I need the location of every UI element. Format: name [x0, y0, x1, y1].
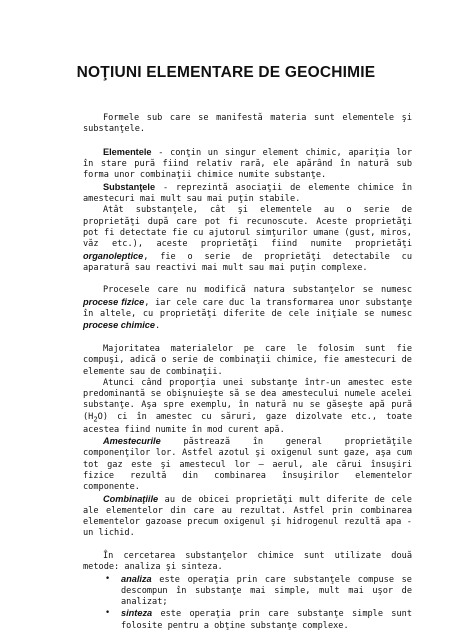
- paragraph-text: În cercetarea substanţelor chimice sunt utilizate două metode: analiza şi sinteza.: [83, 551, 412, 573]
- paragraph-text: , iar cele care duc la transformarea unor substanţe în altele, cu proprietăţi diferite de cele iniţiale se numesc: [83, 297, 412, 320]
- paragraph-text: .: [155, 321, 161, 332]
- paragraph-text: Procesele care nu modifică natura substanţelor se numesc: [103, 285, 412, 296]
- paragraph-substances: [83, 182, 412, 206]
- term-elementele: Elementele: [103, 146, 152, 157]
- term-sinteza: sinteza: [121, 608, 153, 619]
- paragraph-forms: [83, 113, 412, 136]
- methods-list: [83, 574, 412, 632]
- paragraph-processes: [83, 285, 412, 332]
- term-procese-chimice: procese chimice: [83, 320, 156, 331]
- paragraph-text: păstrează în general proprietăţile componenţilor lor. Astfel azotul şi oxigenul sunt gaze, aşa cum tot gaz este şi amestecul lor – aerul, ale cărui însuşiri fizice rezultă din combinarea însuşirilor elementelor componente.: [83, 437, 412, 493]
- paragraph-text: Atunci când proporţia unei substanţe într-un amestec este predominantă se obişnuieşte să se dea amestecului numele acelei substanţe. Aşa spre exemplu, în natură nu se găseşte apă pură (H: [83, 377, 412, 422]
- term-analiza: analiza: [121, 573, 152, 584]
- list-item-text: este operaţia prin care substanţele compuse se descompun în substanţe mai simple, mult mai uşor de analizat;: [121, 574, 412, 608]
- term-organoleptice: organoleptice: [83, 250, 144, 261]
- paragraph-mixtures: [83, 436, 412, 493]
- term-substantele: Substanţele: [103, 181, 156, 192]
- term-combinatiile: Combinaţiile: [103, 493, 159, 504]
- paragraph-text: au de obicei proprietăţi mult diferite de cele ale elementelor din care au rezultat. Astfel prin combinarea elementelor gazoase precum oxigenul şi hidrogenul rezultă apa - un lichid.: [83, 494, 412, 539]
- subscript-2: 2: [93, 414, 98, 424]
- paragraph-text: - reprezintă asociaţii de elemente chimice în amestecuri mai mult sau mai puţin stabile.: [83, 182, 412, 205]
- page-title: NOŢIUNI ELEMENTARE DE GEOCHIMIE: [76, 64, 376, 81]
- paragraph-materials: [83, 344, 412, 378]
- list-item-text: este operaţia prin care substanţe simple sunt folosite pentru a obţine substanţe complexe.: [121, 609, 412, 631]
- paragraph-elements: [83, 147, 412, 182]
- bullet-icon: •: [105, 573, 111, 584]
- paragraph-methods: [83, 551, 412, 574]
- term-amestecurile: Amestecurile: [103, 436, 161, 447]
- paragraph-combinations: [83, 494, 412, 540]
- paragraph-text: Atât substanţele, cât şi elementele au o serie de proprietăţi după care pot fi recunoscute. Aceste proprietăţi pot fi detectate fie cu ajutorul simţurilor umane (gust, miros, văz etc.), aceste proprietăţi fiind numite proprietăţi: [83, 205, 412, 250]
- bullet-icon: •: [105, 608, 111, 619]
- paragraph-properties: [83, 205, 412, 274]
- paragraph-text: , fie o serie de proprietăţi detectabile cu aparatură sau reactivi mai mult sau mai puţin complexe.: [83, 251, 412, 273]
- paragraph-text: O) ci în amestec cu săruri, gaze dizolvate etc., toate acestea fiind numite în mod curent apă.: [83, 411, 412, 435]
- paragraph-proportion: [83, 378, 412, 436]
- paragraph-text: Majoritatea materialelor pe care le folosim sunt fie compuşi, adică o serie de combinaţii chimice, fie amestecuri de elemente sau de combinaţii.: [83, 343, 412, 377]
- term-procese-fizice: procese fizice: [83, 296, 145, 307]
- body-text: [83, 113, 412, 632]
- paragraph-text: Formele sub care se manifestă materia sunt elementele şi substanţele.: [83, 113, 412, 135]
- list-item: [83, 574, 412, 609]
- list-item: [83, 608, 412, 632]
- paragraph-text: - conţin un singur element chimic, apariţia lor în stare pură fiind relativ rară, ele apărând în natură sub forma unor combinaţii chimice numite substanţe.: [83, 147, 412, 181]
